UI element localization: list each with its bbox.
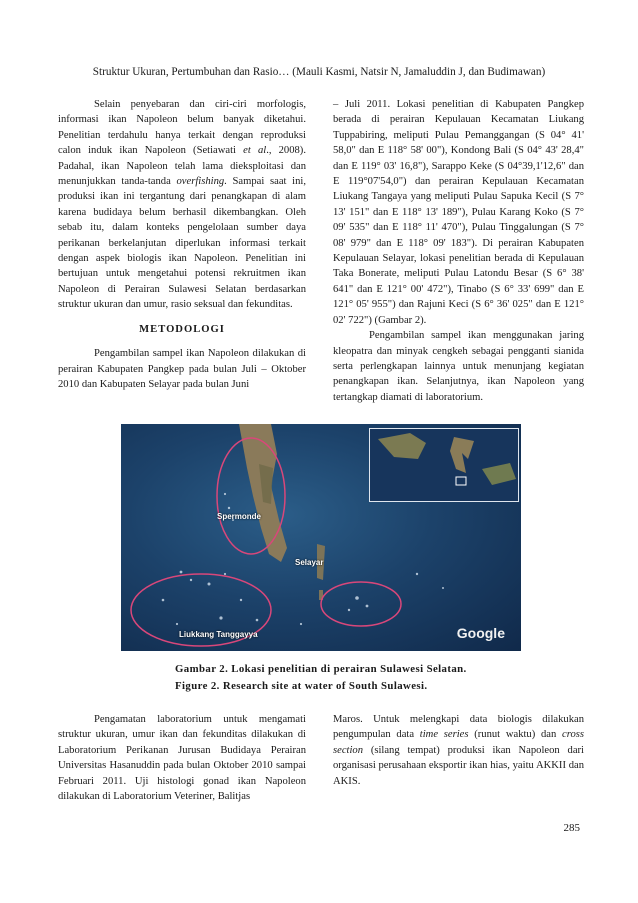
inset-map	[369, 428, 519, 502]
text-run: (silang tempat) produksi ikan Napoleon dari organisasi perusahaan eksportir ikan hias, yaitu AKKII dan AKIS.	[333, 744, 584, 787]
study-site-map	[121, 424, 521, 651]
label-spermonde: Spermonde	[217, 512, 262, 521]
italic-run: overfishing	[176, 176, 225, 188]
page-number: 285	[563, 822, 580, 834]
lab-paragraph: Pengamatan laboratorium untuk mengamati struktur ukuran, umur ikan dan fekunditas dilakukan di Laboratorium Perikanan Jurusan Budidaya Perairan Universitas Hasanuddin pada bulan Oktober 2010 sampai Februari 2011. Uji histologi gonad ikan Napoleon dilakukan di Laboratorium Veteriner, Balitjas	[58, 714, 306, 803]
section-heading: METODOLOGI	[139, 323, 225, 335]
figure-caption-en: Figure 2. Research site at water of South Sulawesi.	[175, 680, 428, 692]
left-column-bottom	[58, 712, 306, 804]
location-paragraph: – Juli 2011. Lokasi penelitian di Kabupaten Pangkep berada di perairan Kepulauan Kecamatan Liukang Tuppabiring, meliputi Pulau Pemanggangan (S 04° 41' 58,0" dan E 118° 58' 00"), Kondong Bali (S 04° 43' 28,4" dan E 119° 03' 16,8"), Sarappo Keke (S 04°39,1'12,6" dan E 119°07'54,0") dan perairan Kepulauan Kecamatan Liukang Tangaya yang meliputi Pulau Sapuka Kecil (S 7° 13' 151" dan E 118° 13' 189"), Pulau Karang Koko (S 7° 09' 535" dan E 118° 11' 470"), Pulau Tinggalungan (S 7° 08' 979" dan E 118° 09' 183"). Di perairan Kabupaten Kepulauan Selayar, lokasi penelitian berada di Kepulauan Taka Bonerate, meliputi Pulau Latondu Besar (S 6° 38' 641" dan E 121° 00' 472"), Tinabo (S 6° 33' 699" dan E 121° 05' 955") dan Rajuni Keci (S 6° 36' 025" dan E 121° 02' 722") (Gambar 2).	[333, 99, 584, 326]
figure-caption-id: Gambar 2. Lokasi penelitian di perairan Sulawesi Selatan.	[175, 663, 467, 675]
text-run: (runut waktu) dan	[468, 729, 563, 741]
text-run: Selain penyebaran dan ciri-ciri morfologis, informasi ikan Napoleon belum banyak diketahui. Penelitian terdahulu hanya terkait dengan reproduksi calon induk ikan Napoleon (Setiawati	[58, 99, 306, 157]
running-header: Struktur Ukuran, Pertumbuhan dan Rasio… (Mauli Kasmi, Natsir N, Jamaluddin J, dan Budimawan)	[92, 66, 546, 78]
label-liukang-tanggayya: Liukkang Tanggayya	[179, 630, 258, 639]
inset-graphic	[370, 429, 518, 501]
data-collection-paragraph	[333, 712, 584, 789]
google-logo: Google	[456, 625, 505, 641]
text-run: Maros. Untuk melengkapi data biologis dilakukan pengumpulan data	[333, 714, 584, 741]
italic-run: time series	[419, 729, 469, 741]
left-column-top	[58, 97, 306, 392]
label-selayar: Selayar	[295, 558, 324, 567]
sampling-paragraph: Pengambilan sampel ikan menggunakan jaring kleopatra dan minyak cengkeh sebagai pengganti sianida serta perlengkapan lainnya untuk menunjang kegiatan penangkapan ikan. Selanjutnya, ikan Napoleon yang tertangkap diamati di laboratorium.	[333, 330, 584, 403]
intro-paragraph	[58, 97, 306, 313]
italic-run: et al	[243, 145, 267, 157]
text-run: . Sampai saat ini, produksi ikan ini tergantung dari penangkapan di alam karena budidaya belum berhasil dikembangkan. Oleh sebab itu, dalam konteks pengelolaan sumber daya perikanan berkelanjutan diperlukan informasi terkait dengan aspek biologis ikan Napoleon. Penelitian ini bertujuan untuk mengetahui potensi rekruitmen ikan Napoleon di Perairan Sulawesi Selatan berdasarkan struktur ukuran dan umur, rasio seksual dan fekunditas.	[58, 176, 307, 311]
right-column-bottom	[333, 712, 584, 789]
method-paragraph: Pengambilan sampel ikan Napoleon dilakukan di perairan Kabupaten Pangkep pada bulan Juli – Oktober 2010 dan Kabupaten Selayar pada bulan Juni	[58, 348, 306, 390]
text-run: ., 2008). Padahal, ikan Napoleon telah lama dieksploitasi dan menunjukkan tanda-tanda	[58, 145, 306, 188]
italic-run: cross section	[333, 729, 585, 756]
right-column-top	[333, 97, 584, 405]
